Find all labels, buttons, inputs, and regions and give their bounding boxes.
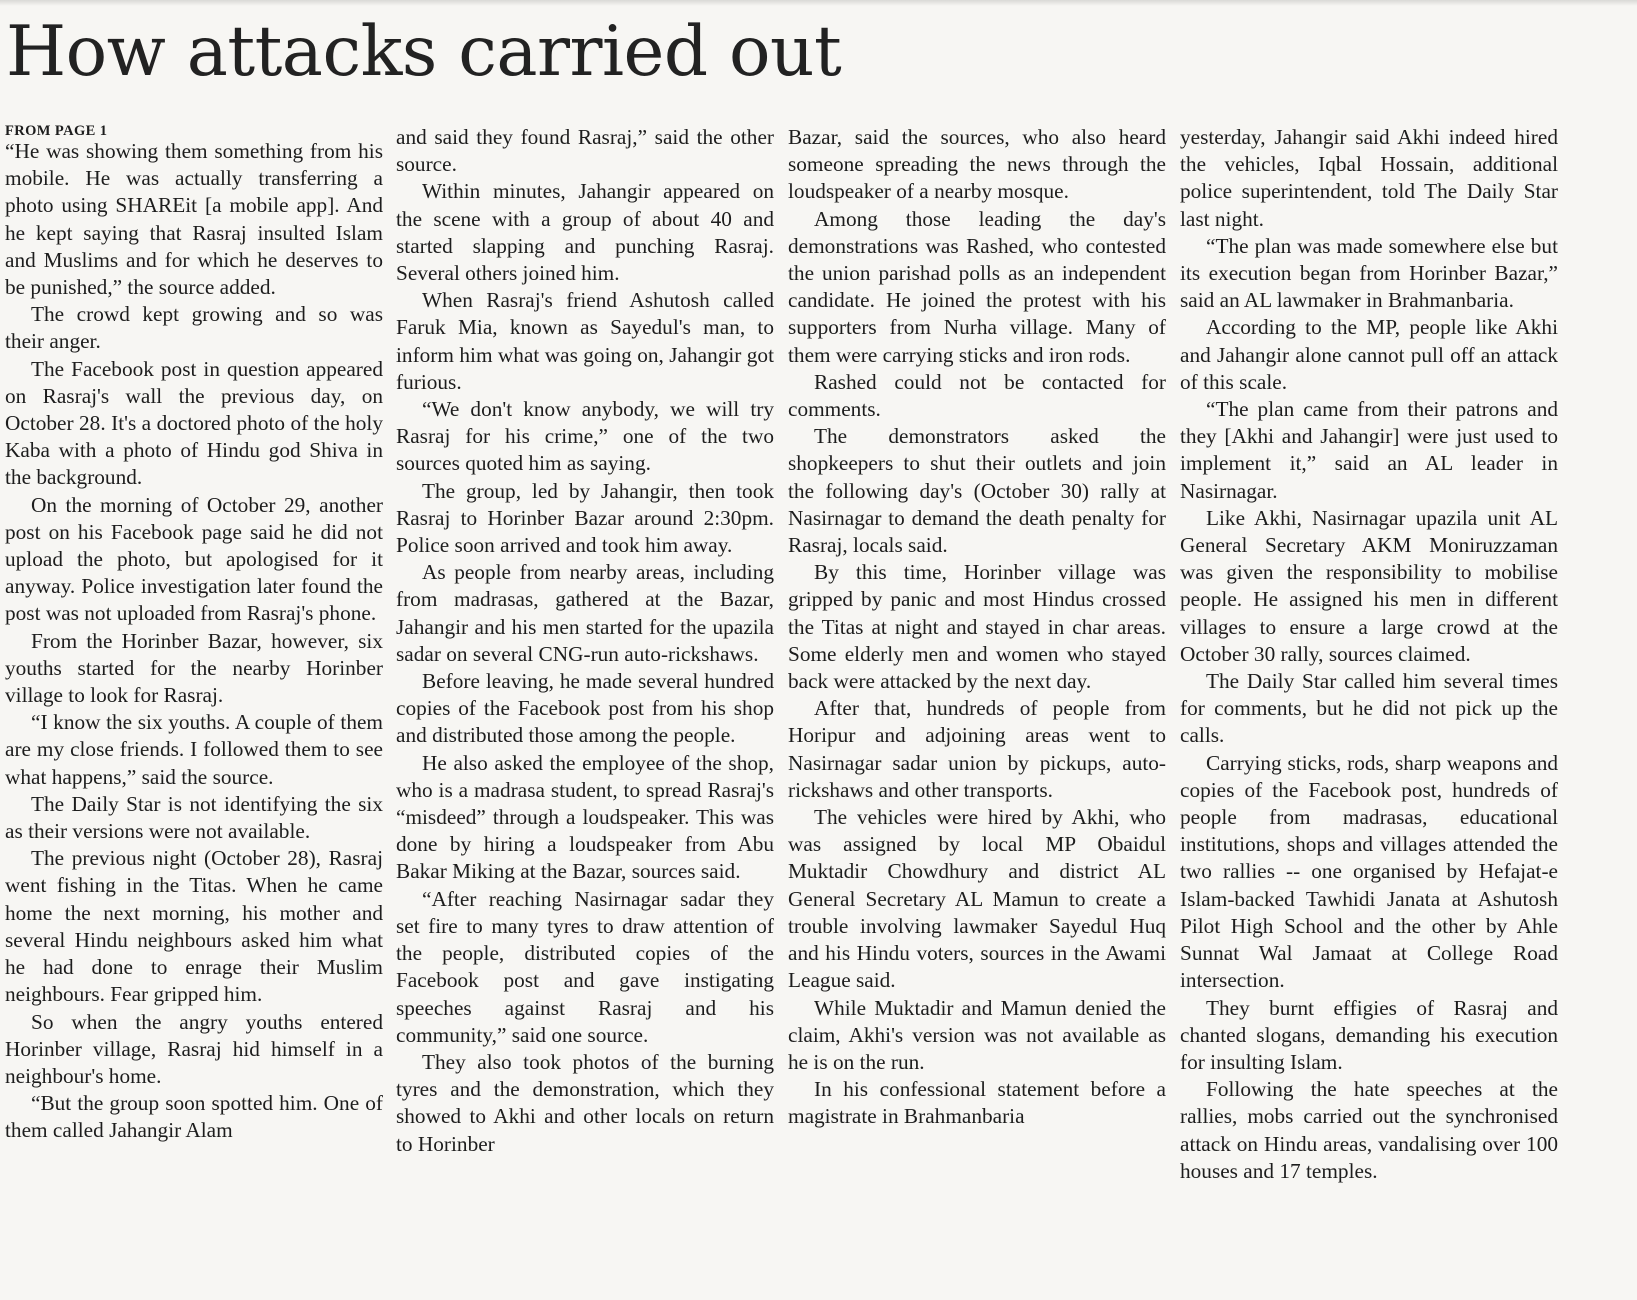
paragraph: Bazar, said the sources, who also heard someone spreading the news through the loudspeaker of a nearby mosque.	[788, 125, 1166, 204]
paragraph: The Daily Star called him several times for comments, but he did not pick up the calls.	[1180, 669, 1558, 748]
paragraph: “The plan came from their patrons and they [Akhi and Jahangir] were just used to implement it,” said an AL leader in Nasirnagar.	[1180, 397, 1558, 503]
paragraph: “But the group soon spotted him. One of them called Jahangir Alam	[5, 1091, 383, 1143]
paragraph: “I know the six youths. A couple of them are my close friends. I followed them to see what happens,” said the source.	[5, 710, 383, 789]
paragraph: Rashed could not be contacted for comments.	[788, 369, 1166, 422]
paragraph: The group, led by Jahangir, then took Rasraj to Horinber Bazar around 2:30pm. Police soon arrived and took him away.	[396, 478, 774, 558]
paragraph: Like Akhi, Nasirnagar upazila unit AL General Secretary AKM Moniruzzaman was given the responsibility to mobilise people. He assigned his men in different villages to ensure a large crowd at the October 30 rally, sources claimed.	[1180, 505, 1558, 666]
paragraph: When Rasraj's friend Ashutosh called Faruk Mia, known as Sayedul's man, to inform him what was going on, Jahangir got furious.	[396, 288, 774, 394]
paragraph: “After reaching Nasirnagar sadar they set fire to many tyres to draw attention of the people, distributed copies of the Facebook post and gave instigating speeches against Rasraj and his community,” said one source.	[396, 886, 774, 1047]
paragraph: “The plan was made somewhere else but its execution began from Horinber Bazar,” said an AL lawmaker in Brahmanbaria.	[1180, 233, 1558, 313]
paragraph: The previous night (October 28), Rasraj went fishing in the Titas. When he came home the next morning, his mother and several Hindu neighbours asked him what he had done to enrage their Muslim neighbours. Fear gripped him.	[5, 846, 383, 1007]
paragraph: From the Horinber Bazar, however, six youths started for the nearby Horinber village to look for Rasraj.	[5, 628, 383, 708]
paragraph: “We don't know anybody, we will try Rasraj for his crime,” one of the two sources quoted him as saying.	[396, 397, 774, 476]
paragraph: After that, hundreds of people from Horipur and adjoining areas went to Nasirnagar sadar union by pickups, auto-rickshaws and other transports.	[788, 696, 1166, 802]
headline: How attacks carried out	[6, 12, 842, 92]
paragraph: Following the hate speeches at the rallies, mobs carried out the synchronised attack on Hindu areas, vandalising over 100 houses and 17 temples.	[1180, 1077, 1558, 1183]
article-body	[5, 124, 1624, 1300]
column-3	[788, 124, 1166, 1300]
paragraph: Within minutes, Jahangir appeared on the scene with a group of about 40 and started slapping and punching Rasraj. Several others joined him.	[396, 179, 774, 286]
paragraph: Before leaving, he made several hundred copies of the Facebook post from his shop and distributed those among the people.	[396, 669, 774, 748]
paragraph: By this time, Horinber village was gripped by panic and most Hindus crossed the Titas at night and stayed in char areas. Some elderly men and women who stayed back were attacked by the next day.	[788, 560, 1166, 694]
kicker: FROM PAGE 1	[5, 124, 108, 139]
paragraph: The crowd kept growing and so was their anger.	[5, 302, 383, 354]
paragraph: As people from nearby areas, including from madrasas, gathered at the Bazar, Jahangir and his men started for the upazila sadar on several CNG-run auto-rickshaws.	[396, 560, 774, 666]
top-border	[0, 0, 1637, 6]
paragraph: In his confessional statement before a magistrate in Brahmanbaria	[788, 1077, 1166, 1129]
paragraph: The Daily Star is not identifying the six as their versions were not available.	[5, 791, 383, 844]
column-2	[396, 124, 774, 1300]
paragraph: and said they found Rasraj,” said the other source.	[396, 125, 774, 177]
paragraph: According to the MP, people like Akhi and Jahangir alone cannot pull off an attack of this scale.	[1180, 315, 1558, 394]
paragraph: The vehicles were hired by Akhi, who was assigned by local MP Obaidul Muktadir Chowdhury and district AL General Secretary AL Mamun to create a trouble involving lawmaker Sayedul Huq and his Hindu voters, sources in the Awami League said.	[788, 805, 1166, 993]
paragraph: So when the angry youths entered Horinber village, Rasraj hid himself in a neighbour's home.	[5, 1009, 383, 1088]
paragraph: yesterday, Jahangir said Akhi indeed hired the vehicles, Iqbal Hossain, additional police superintendent, told The Daily Star last night.	[1180, 125, 1558, 231]
paragraph: Among those leading the day's demonstrations was Rashed, who contested the union parishad polls as an independent candidate. He joined the protest with his supporters from Nurha village. Many of them were carrying sticks and iron rods.	[788, 206, 1166, 367]
paragraph: He also asked the employee of the shop, who is a madrasa student, to spread Rasraj's “misdeed” through a loudspeaker. This was done by hiring a loudspeaker from Abu Bakar Miking at the Bazar, sources said.	[396, 750, 774, 884]
paragraph: They burnt effigies of Rasraj and chanted slogans, demanding his execution for insulting Islam.	[1180, 995, 1558, 1074]
paragraph: They also took photos of the burning tyres and the demonstration, which they showed to Akhi and other locals on return to Horinber	[396, 1049, 774, 1156]
paragraph: Carrying sticks, rods, sharp weapons and copies of the Facebook post, hundreds of people from madrasas, educational institutions, shops and villages attended the two rallies -- one organised by Hefajat-e Islam-backed Tawhidi Janata at Ashutosh Pilot High School and the other by Ahle Sunnat Wal Jamaat at College Road intersection.	[1180, 750, 1558, 993]
paragraph: On the morning of October 29, another post on his Facebook page said he did not upload the photo, but apologised for it anyway. Police investigation later found the post was not uploaded from Rasraj's phone.	[5, 492, 383, 626]
paragraph: The Facebook post in question appeared on Rasraj's wall the previous day, on October 28. It's a doctored photo of the holy Kaba with a photo of Hindu god Shiva in the background.	[5, 356, 383, 490]
paragraph: “He was showing them something from his mobile. He was actually transferring a photo using SHAREit [a mobile app]. And he kept saying that Rasraj insulted Islam and Muslims and for which he deserves to be punished,” the source added.	[5, 139, 383, 300]
paragraph: The demonstrators asked the shopkeepers to shut their outlets and join the following day's (October 30) rally at Nasirnagar to demand the death penalty for Rasraj, locals said.	[788, 424, 1166, 558]
column-1	[5, 124, 383, 1300]
column-4	[1180, 124, 1558, 1300]
paragraph: While Muktadir and Mamun denied the claim, Akhi's version was not available as he is on the run.	[788, 995, 1166, 1074]
